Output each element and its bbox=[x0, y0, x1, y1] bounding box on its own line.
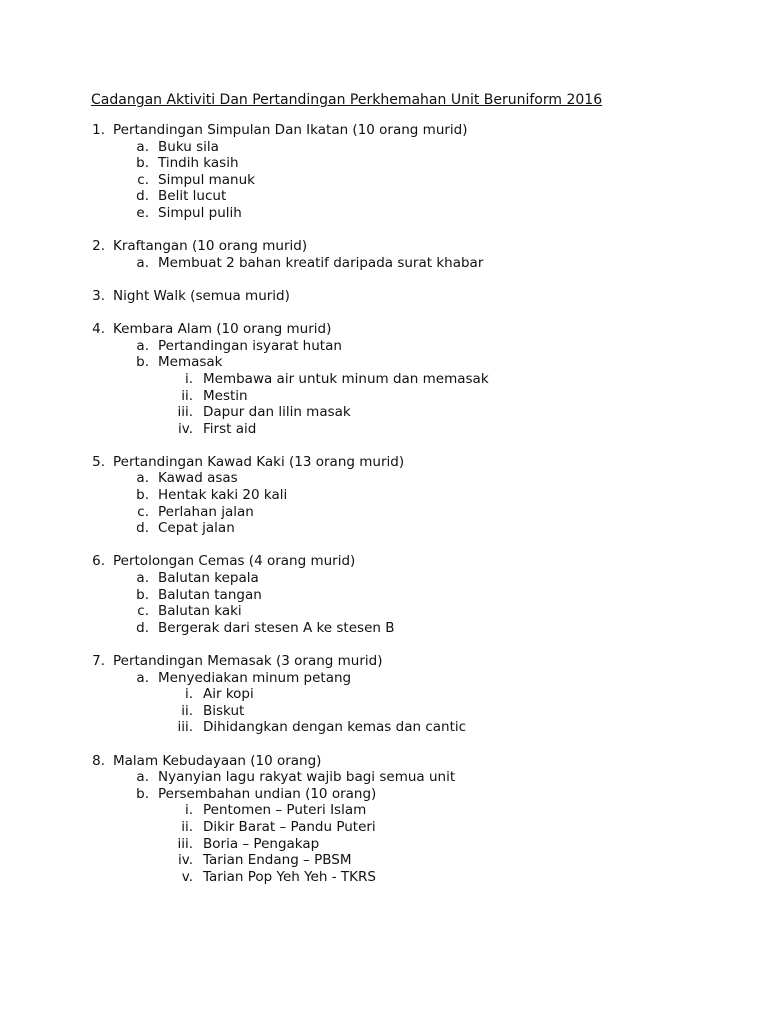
sub-item-text: Simpul manuk bbox=[158, 171, 255, 188]
sub-item-text: Memasak bbox=[158, 354, 223, 371]
sub-item-number: e. bbox=[136, 204, 149, 221]
sub-sub-item-number: ii. bbox=[181, 702, 193, 719]
sub-item bbox=[0, 354, 768, 371]
list-section bbox=[0, 653, 768, 736]
sub-item-number: c. bbox=[137, 503, 149, 520]
sub-item-text: Hentak kaki 20 kali bbox=[158, 487, 288, 504]
sub-sub-item-text: Pentomen – Puteri Islam bbox=[203, 802, 367, 819]
sub-sub-item-text: Boria – Pengakap bbox=[203, 835, 320, 852]
sub-item-text: Tindih kasih bbox=[158, 155, 239, 172]
sub-sub-item bbox=[0, 703, 768, 720]
list-item-text: Pertandingan Kawad Kaki (13 orang murid) bbox=[113, 453, 405, 470]
sub-sub-item-number: i. bbox=[184, 802, 193, 819]
sub-item-text: Menyediakan minum petang bbox=[158, 669, 352, 686]
sub-sub-item-text: Biskut bbox=[203, 702, 245, 719]
sub-sub-item bbox=[0, 869, 768, 886]
list-item bbox=[0, 454, 768, 471]
sub-item-text: Nyanyian lagu rakyat wajib bagi semua unit bbox=[158, 769, 456, 786]
sub-sub-item bbox=[0, 819, 768, 836]
sub-sub-item-text: First aid bbox=[203, 420, 257, 437]
sub-item-number: c. bbox=[137, 603, 149, 620]
list-item bbox=[0, 753, 768, 770]
sub-item-text: Buku sila bbox=[158, 138, 219, 155]
list-item-number: 2. bbox=[92, 238, 105, 255]
sub-item-number: d. bbox=[136, 619, 149, 636]
sub-item bbox=[0, 172, 768, 189]
sub-item-number: a. bbox=[136, 769, 149, 786]
list-item-text: Kraftangan (10 orang murid) bbox=[113, 238, 308, 255]
sub-sub-item-text: Membawa air untuk minum dan memasak bbox=[203, 370, 489, 387]
sub-sub-item-text: Dihidangkan dengan kemas dan cantic bbox=[203, 719, 467, 736]
sub-sub-item-number: iv. bbox=[178, 420, 193, 437]
list-item-number: 3. bbox=[92, 287, 105, 304]
sub-sub-item bbox=[0, 371, 768, 388]
sub-item-number: a. bbox=[136, 570, 149, 587]
sub-sub-item-text: Air kopi bbox=[203, 686, 254, 703]
sub-sub-item bbox=[0, 802, 768, 819]
list-section bbox=[0, 753, 768, 886]
list-section bbox=[0, 288, 768, 305]
sub-sub-item-text: Dikir Barat – Pandu Puteri bbox=[203, 818, 376, 835]
sub-sub-item bbox=[0, 852, 768, 869]
list-section bbox=[0, 454, 768, 537]
sub-sub-item-text: Tarian Endang – PBSM bbox=[203, 852, 352, 869]
sub-item bbox=[0, 620, 768, 637]
sub-item-number: c. bbox=[137, 171, 149, 188]
sub-item-number: b. bbox=[136, 487, 149, 504]
sub-item-text: Perlahan jalan bbox=[158, 503, 254, 520]
sub-item bbox=[0, 205, 768, 222]
sub-item-text: Belit lucut bbox=[158, 188, 227, 205]
sub-sub-item bbox=[0, 388, 768, 405]
sub-sub-item-number: i. bbox=[184, 370, 193, 387]
sub-item bbox=[0, 570, 768, 587]
sub-sub-item bbox=[0, 421, 768, 438]
sub-item bbox=[0, 520, 768, 537]
list-section bbox=[0, 122, 768, 222]
document-title: Cadangan Aktiviti Dan Pertandingan Perkhemahan Unit Beruniform 2016 bbox=[91, 92, 603, 108]
sub-item bbox=[0, 139, 768, 156]
sub-sub-item-text: Tarian Pop Yeh Yeh - TKRS bbox=[203, 868, 376, 885]
sub-item-text: Balutan kepala bbox=[158, 570, 259, 587]
list-item bbox=[0, 653, 768, 670]
list-item bbox=[0, 238, 768, 255]
sub-item-text: Simpul pulih bbox=[158, 204, 242, 221]
sub-item-number: b. bbox=[136, 155, 149, 172]
sub-sub-item bbox=[0, 686, 768, 703]
sub-item-text: Cepat jalan bbox=[158, 520, 235, 537]
list-item-number: 8. bbox=[92, 752, 105, 769]
sub-sub-item-number: v. bbox=[181, 868, 193, 885]
sub-item-text: Membuat 2 bahan kreatif daripada surat khabar bbox=[158, 254, 484, 271]
sub-item bbox=[0, 188, 768, 205]
sub-item-text: Balutan tangan bbox=[158, 586, 262, 603]
sub-sub-item bbox=[0, 404, 768, 421]
sub-item-number: a. bbox=[136, 669, 149, 686]
sub-item bbox=[0, 487, 768, 504]
sub-item bbox=[0, 338, 768, 355]
sub-sub-item-number: i. bbox=[184, 686, 193, 703]
list-item-number: 6. bbox=[92, 553, 105, 570]
sub-sub-item-number: iv. bbox=[178, 852, 193, 869]
sub-item bbox=[0, 670, 768, 687]
sub-item-number: b. bbox=[136, 586, 149, 603]
list-item-text: Pertolongan Cemas (4 orang murid) bbox=[113, 553, 356, 570]
list-item bbox=[0, 288, 768, 305]
sub-sub-item-text: Mestin bbox=[203, 387, 248, 404]
list-section bbox=[0, 321, 768, 437]
sub-item-number: b. bbox=[136, 785, 149, 802]
list-item-text: Pertandingan Memasak (3 orang murid) bbox=[113, 653, 383, 669]
sub-item-number: d. bbox=[136, 520, 149, 537]
sub-item bbox=[0, 255, 768, 272]
sub-item-number: a. bbox=[136, 138, 149, 155]
sub-item-number: a. bbox=[136, 254, 149, 271]
list-item-text: Malam Kebudayaan (10 orang) bbox=[113, 752, 322, 769]
sub-item-number: a. bbox=[136, 337, 149, 354]
sub-item bbox=[0, 769, 768, 786]
sub-item-number: d. bbox=[136, 188, 149, 205]
list-item-number: 5. bbox=[92, 453, 105, 470]
sub-item-text: Persembahan undian (10 orang) bbox=[158, 785, 377, 802]
sub-sub-item-number: iii. bbox=[177, 404, 193, 421]
list-item-text: Night Walk (semua murid) bbox=[113, 287, 290, 304]
sub-sub-item-number: ii. bbox=[181, 818, 193, 835]
list-item-number: 7. bbox=[92, 653, 105, 669]
list-item bbox=[0, 122, 768, 139]
list-item-text: Pertandingan Simpulan Dan Ikatan (10 orang murid) bbox=[113, 122, 468, 138]
sub-item-number: b. bbox=[136, 354, 149, 371]
list-section bbox=[0, 553, 768, 636]
list-item bbox=[0, 321, 768, 338]
sub-item bbox=[0, 155, 768, 172]
sub-sub-item bbox=[0, 836, 768, 853]
sub-sub-item-number: iii. bbox=[177, 835, 193, 852]
sub-sub-item-text: Dapur dan lilin masak bbox=[203, 404, 351, 421]
sub-item bbox=[0, 504, 768, 521]
sub-sub-item bbox=[0, 719, 768, 736]
sub-item-text: Kawad asas bbox=[158, 470, 238, 487]
sub-item bbox=[0, 603, 768, 620]
sub-item-text: Pertandingan isyarat hutan bbox=[158, 337, 342, 354]
sub-item bbox=[0, 470, 768, 487]
list-item-number: 4. bbox=[92, 321, 105, 338]
sub-item-text: Balutan kaki bbox=[158, 603, 242, 620]
sub-sub-item-number: ii. bbox=[181, 387, 193, 404]
sub-sub-item-number: iii. bbox=[177, 719, 193, 736]
list-item-number: 1. bbox=[92, 122, 105, 138]
list-section bbox=[0, 238, 768, 271]
sub-item bbox=[0, 587, 768, 604]
sub-item-text: Bergerak dari stesen A ke stesen B bbox=[158, 619, 395, 636]
sub-item-number: a. bbox=[136, 470, 149, 487]
list-item-text: Kembara Alam (10 orang murid) bbox=[113, 321, 332, 338]
sub-item bbox=[0, 786, 768, 803]
activity-list bbox=[0, 122, 768, 902]
list-item bbox=[0, 553, 768, 570]
